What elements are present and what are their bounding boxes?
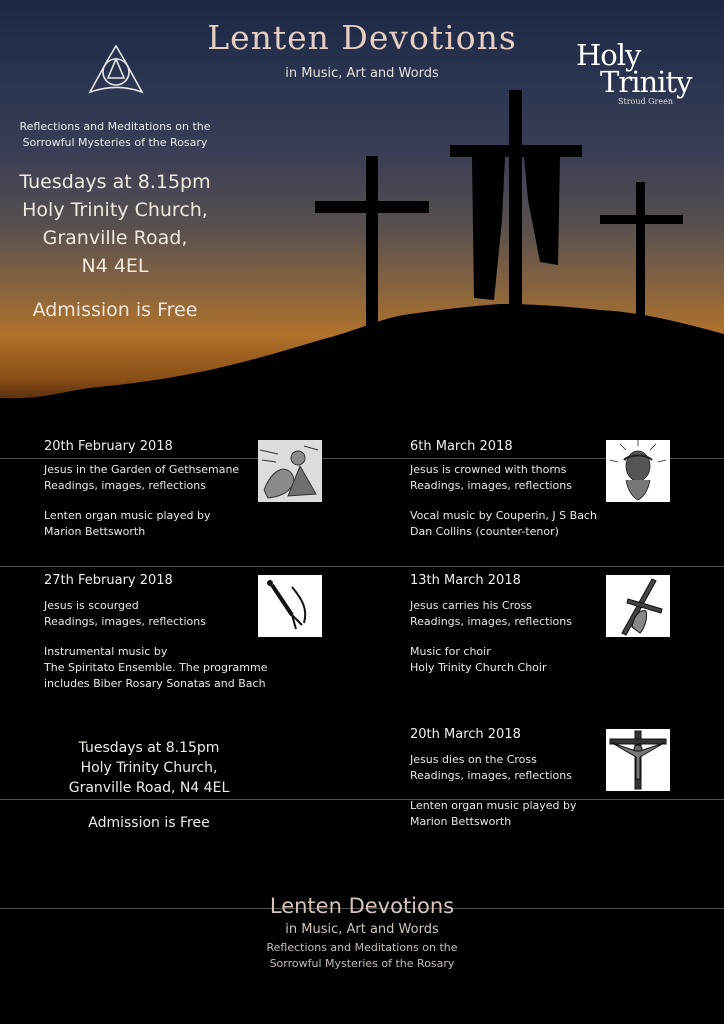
header-subtitle: in Music, Art and Words [285, 66, 439, 81]
holy-trinity-logo [560, 38, 700, 108]
divider [0, 799, 724, 800]
logo-word-holy: Holy [576, 38, 641, 72]
mid-admission: Admission is Free [88, 815, 210, 831]
event-description [410, 752, 572, 784]
header-reflections-line: Sorrowful Mysteries of the Rosary [22, 136, 208, 149]
header-title: Lenten Devotions [207, 18, 517, 57]
event-description [410, 598, 572, 630]
event-mystery: Jesus in the Garden of Gethsemane [44, 463, 240, 476]
event-date: 20th March 2018 [410, 727, 521, 742]
header-reflections [0, 119, 230, 151]
venue-line: Tuesdays at 8.15pm [78, 740, 220, 756]
logo-word-trinity: Trinity [600, 65, 692, 99]
event-music: Lenten organ music played by Marion Bettsworth [44, 509, 211, 538]
footer-reflections-line: Sorrowful Mysteries of the Rosary [269, 957, 455, 970]
event-subtitle: Readings, images, reflections [44, 615, 206, 628]
venue-line: N4 4EL [81, 255, 149, 277]
event-subtitle: Readings, images, reflections [410, 615, 572, 628]
right-cross-beam [600, 215, 683, 224]
footer-reflections [0, 940, 724, 972]
center-cross-beam [450, 145, 582, 157]
left-cross-beam [315, 201, 429, 213]
footer-title: Lenten Devotions [269, 894, 455, 918]
header-venue [0, 168, 230, 280]
event-music: Lenten organ music played by Marion Bettsworth [410, 799, 577, 828]
venue-line: Holy Trinity Church, [22, 199, 208, 221]
header-admission: Admission is Free [32, 299, 198, 321]
event-description [44, 462, 239, 494]
scourge-icon [258, 575, 322, 637]
event-date: 27th February 2018 [44, 573, 173, 588]
event-music: Vocal music by Couperin, J S Bach Dan Collins (counter-tenor) [410, 509, 597, 538]
event-subtitle: Readings, images, reflections [410, 479, 572, 492]
event-date: 20th February 2018 [44, 439, 173, 454]
footer-reflections-line: Reflections and Meditations on the [266, 941, 458, 954]
carrying-cross-icon [606, 575, 670, 637]
event-music: Instrumental music by The Spiritato Ensemble. The programme includes Biber Rosary Sonatas and Bach [44, 645, 268, 690]
event-mystery: Jesus dies on the Cross [410, 753, 537, 766]
mid-venue [40, 738, 258, 798]
event-date: 6th March 2018 [410, 439, 513, 454]
venue-line: Granville Road, [42, 227, 188, 249]
header-reflections-line: Reflections and Meditations on the [19, 120, 211, 133]
garden-engraving-icon [258, 440, 322, 502]
event-subtitle: Readings, images, reflections [44, 479, 206, 492]
footer-subtitle: in Music, Art and Words [285, 922, 439, 937]
divider [0, 566, 724, 567]
venue-line: Holy Trinity Church, [80, 760, 218, 776]
left-cross-post [366, 156, 378, 338]
event-description [44, 598, 206, 630]
event-mystery: Jesus carries his Cross [410, 599, 533, 612]
venue-line: Tuesdays at 8.15pm [19, 171, 211, 193]
event-mystery: Jesus is crowned with thorns [410, 463, 567, 476]
crown-of-thorns-icon [606, 440, 670, 502]
event-music: Music for choir Holy Trinity Church Choir [410, 645, 547, 674]
hill-shape [0, 304, 724, 460]
trinity-knot-icon [86, 42, 146, 98]
venue-line: Granville Road, N4 4EL [68, 780, 230, 796]
event-date: 13th March 2018 [410, 573, 521, 588]
event-description [410, 462, 572, 494]
logo-place: Stroud Green [618, 97, 673, 106]
event-subtitle: Readings, images, reflections [410, 769, 572, 782]
crucifix-icon [606, 729, 670, 791]
center-cross-post [509, 90, 522, 310]
right-cross-post [636, 182, 645, 326]
event-mystery: Jesus is scourged [44, 599, 139, 612]
